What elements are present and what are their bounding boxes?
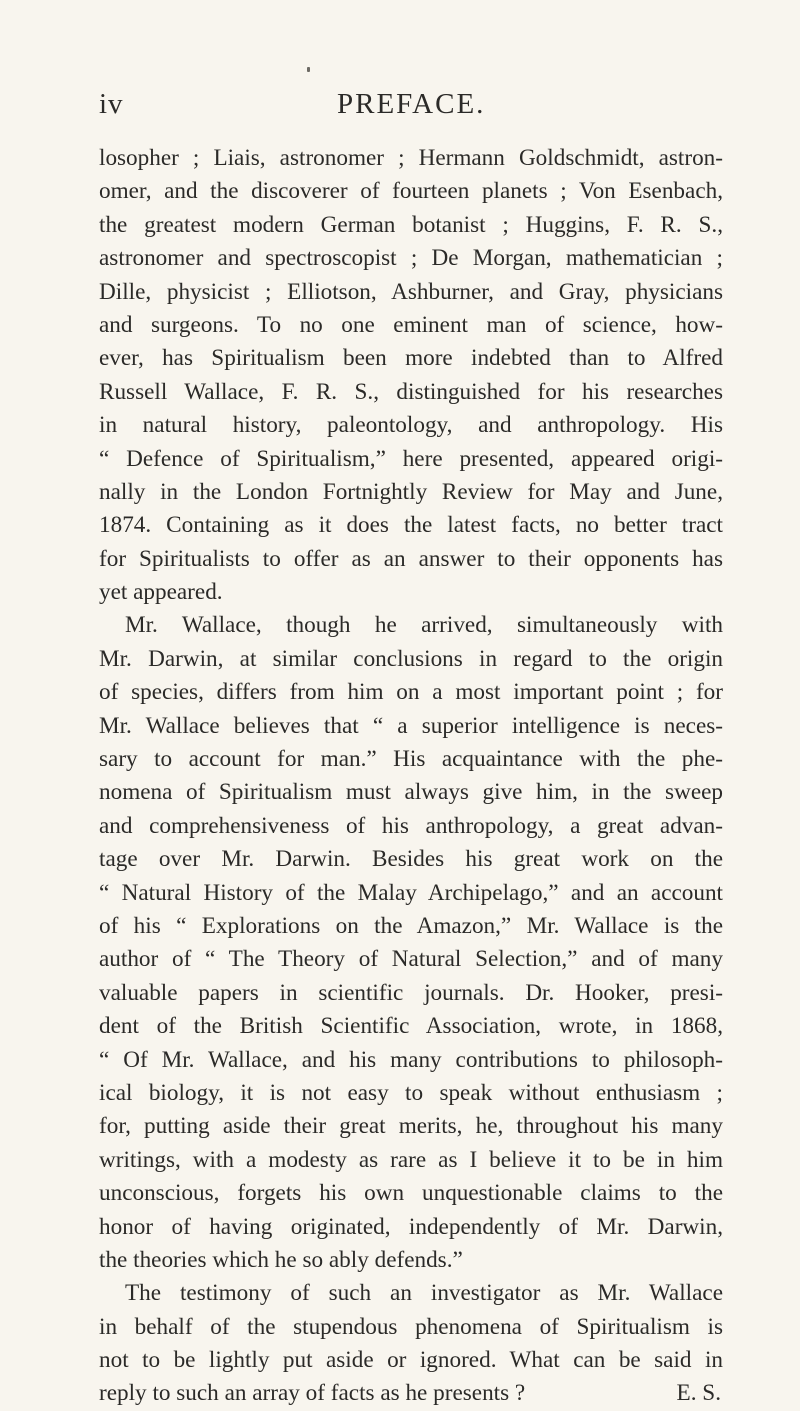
text-line: honor of having originated, independently of Mr. Darwin, (99, 1213, 723, 1240)
text-line: in behalf of the stupendous phenomena of Spiritualism is (99, 1313, 723, 1340)
text-line: astronomer and spectroscopist ; De Morgan, mathematician ; (99, 245, 723, 272)
text-line: “ Of Mr. Wallace, and his many contributions to philosoph- (99, 1046, 723, 1073)
text-line: The testimony of such an investigator as Mr. Wallace (125, 1280, 723, 1307)
text-line: yet appeared. (99, 579, 223, 606)
text-line: losopher ; Liais, astronomer ; Hermann Goldschmidt, astron- (99, 145, 723, 171)
text-line: reply to such an array of facts as he presents ? (99, 1380, 526, 1407)
text-line: ical biology, it is not easy to speak without enthusiasm ; (99, 1079, 723, 1106)
text-line: Dille, physicist ; Elliotson, Ashburner, and Gray, physicians (99, 278, 723, 305)
text-line: ever, has Spiritualism been more indebted than to Alfred (99, 345, 723, 372)
text-line: writings, with a modesty as rare as I believe it to be in him (99, 1146, 723, 1173)
text-line: not to be lightly put aside or ignored. What can be said in (99, 1347, 723, 1374)
text-line: “ Natural History of the Malay Archipelago,” and an account (99, 879, 723, 906)
text-line: Mr. Darwin, at similar conclusions in regard to the origin (99, 645, 723, 672)
text-line: sary to account for man.” His acquaintance with the phe- (99, 746, 723, 773)
text-line: for Spiritualists to offer as an answer to their opponents has (99, 545, 723, 572)
text-line: Russell Wallace, F. R. S., distinguished for his researches (99, 378, 723, 405)
print-speck (307, 67, 310, 72)
text-line: the theories which he so ably defends.” (99, 1246, 463, 1273)
text-line: of species, differs from him on a most important point ; for (99, 679, 723, 706)
text-line: for, putting aside their great merits, he, throughout his many (99, 1113, 723, 1140)
text-line: Mr. Wallace believes that “ a superior intelligence is neces- (99, 712, 723, 739)
text-line: nomena of Spiritualism must always give him, in the sweep (99, 779, 723, 806)
text-line: of his “ Explorations on the Amazon,” Mr. Wallace is the (99, 912, 723, 939)
text-line: valuable papers in scientific journals. Dr. Hooker, presi- (99, 979, 723, 1006)
signature: E. S. (676, 1380, 721, 1407)
preface-text (99, 142, 723, 1411)
text-line: Mr. Wallace, though he arrived, simultaneously with (125, 612, 723, 639)
closing-line (99, 1377, 723, 1410)
text-line: tage over Mr. Darwin. Besides his great work on the (99, 846, 723, 873)
text-line: dent of the British Scientific Association, wrote, in 1868, (99, 1013, 723, 1040)
text-line: “ Defence of Spiritualism,” here presented, appeared origi- (99, 445, 723, 472)
text-line: unconscious, forgets his own unquestionable claims to the (99, 1180, 723, 1207)
text-line: in natural history, paleontology, and anthropology. His (99, 412, 723, 439)
text-line: nally in the London Fortnightly Review for May and June, (99, 478, 723, 505)
running-title: PREFACE. (337, 88, 486, 120)
text-line: 1874. Containing as it does the latest facts, no better tract (99, 512, 723, 539)
page-number: iv (99, 88, 124, 120)
running-head (99, 88, 699, 128)
text-line: the greatest modern German botanist ; Huggins, F. R. S., (99, 211, 723, 238)
text-line: author of “ The Theory of Natural Selection,” and of many (99, 946, 723, 973)
text-line: omer, and the discoverer of fourteen planets ; Von Esenbach, (99, 178, 723, 205)
text-line: and surgeons. To no one eminent man of science, how- (99, 311, 723, 338)
text-line: and comprehensiveness of his anthropology, a great advan- (99, 812, 723, 839)
